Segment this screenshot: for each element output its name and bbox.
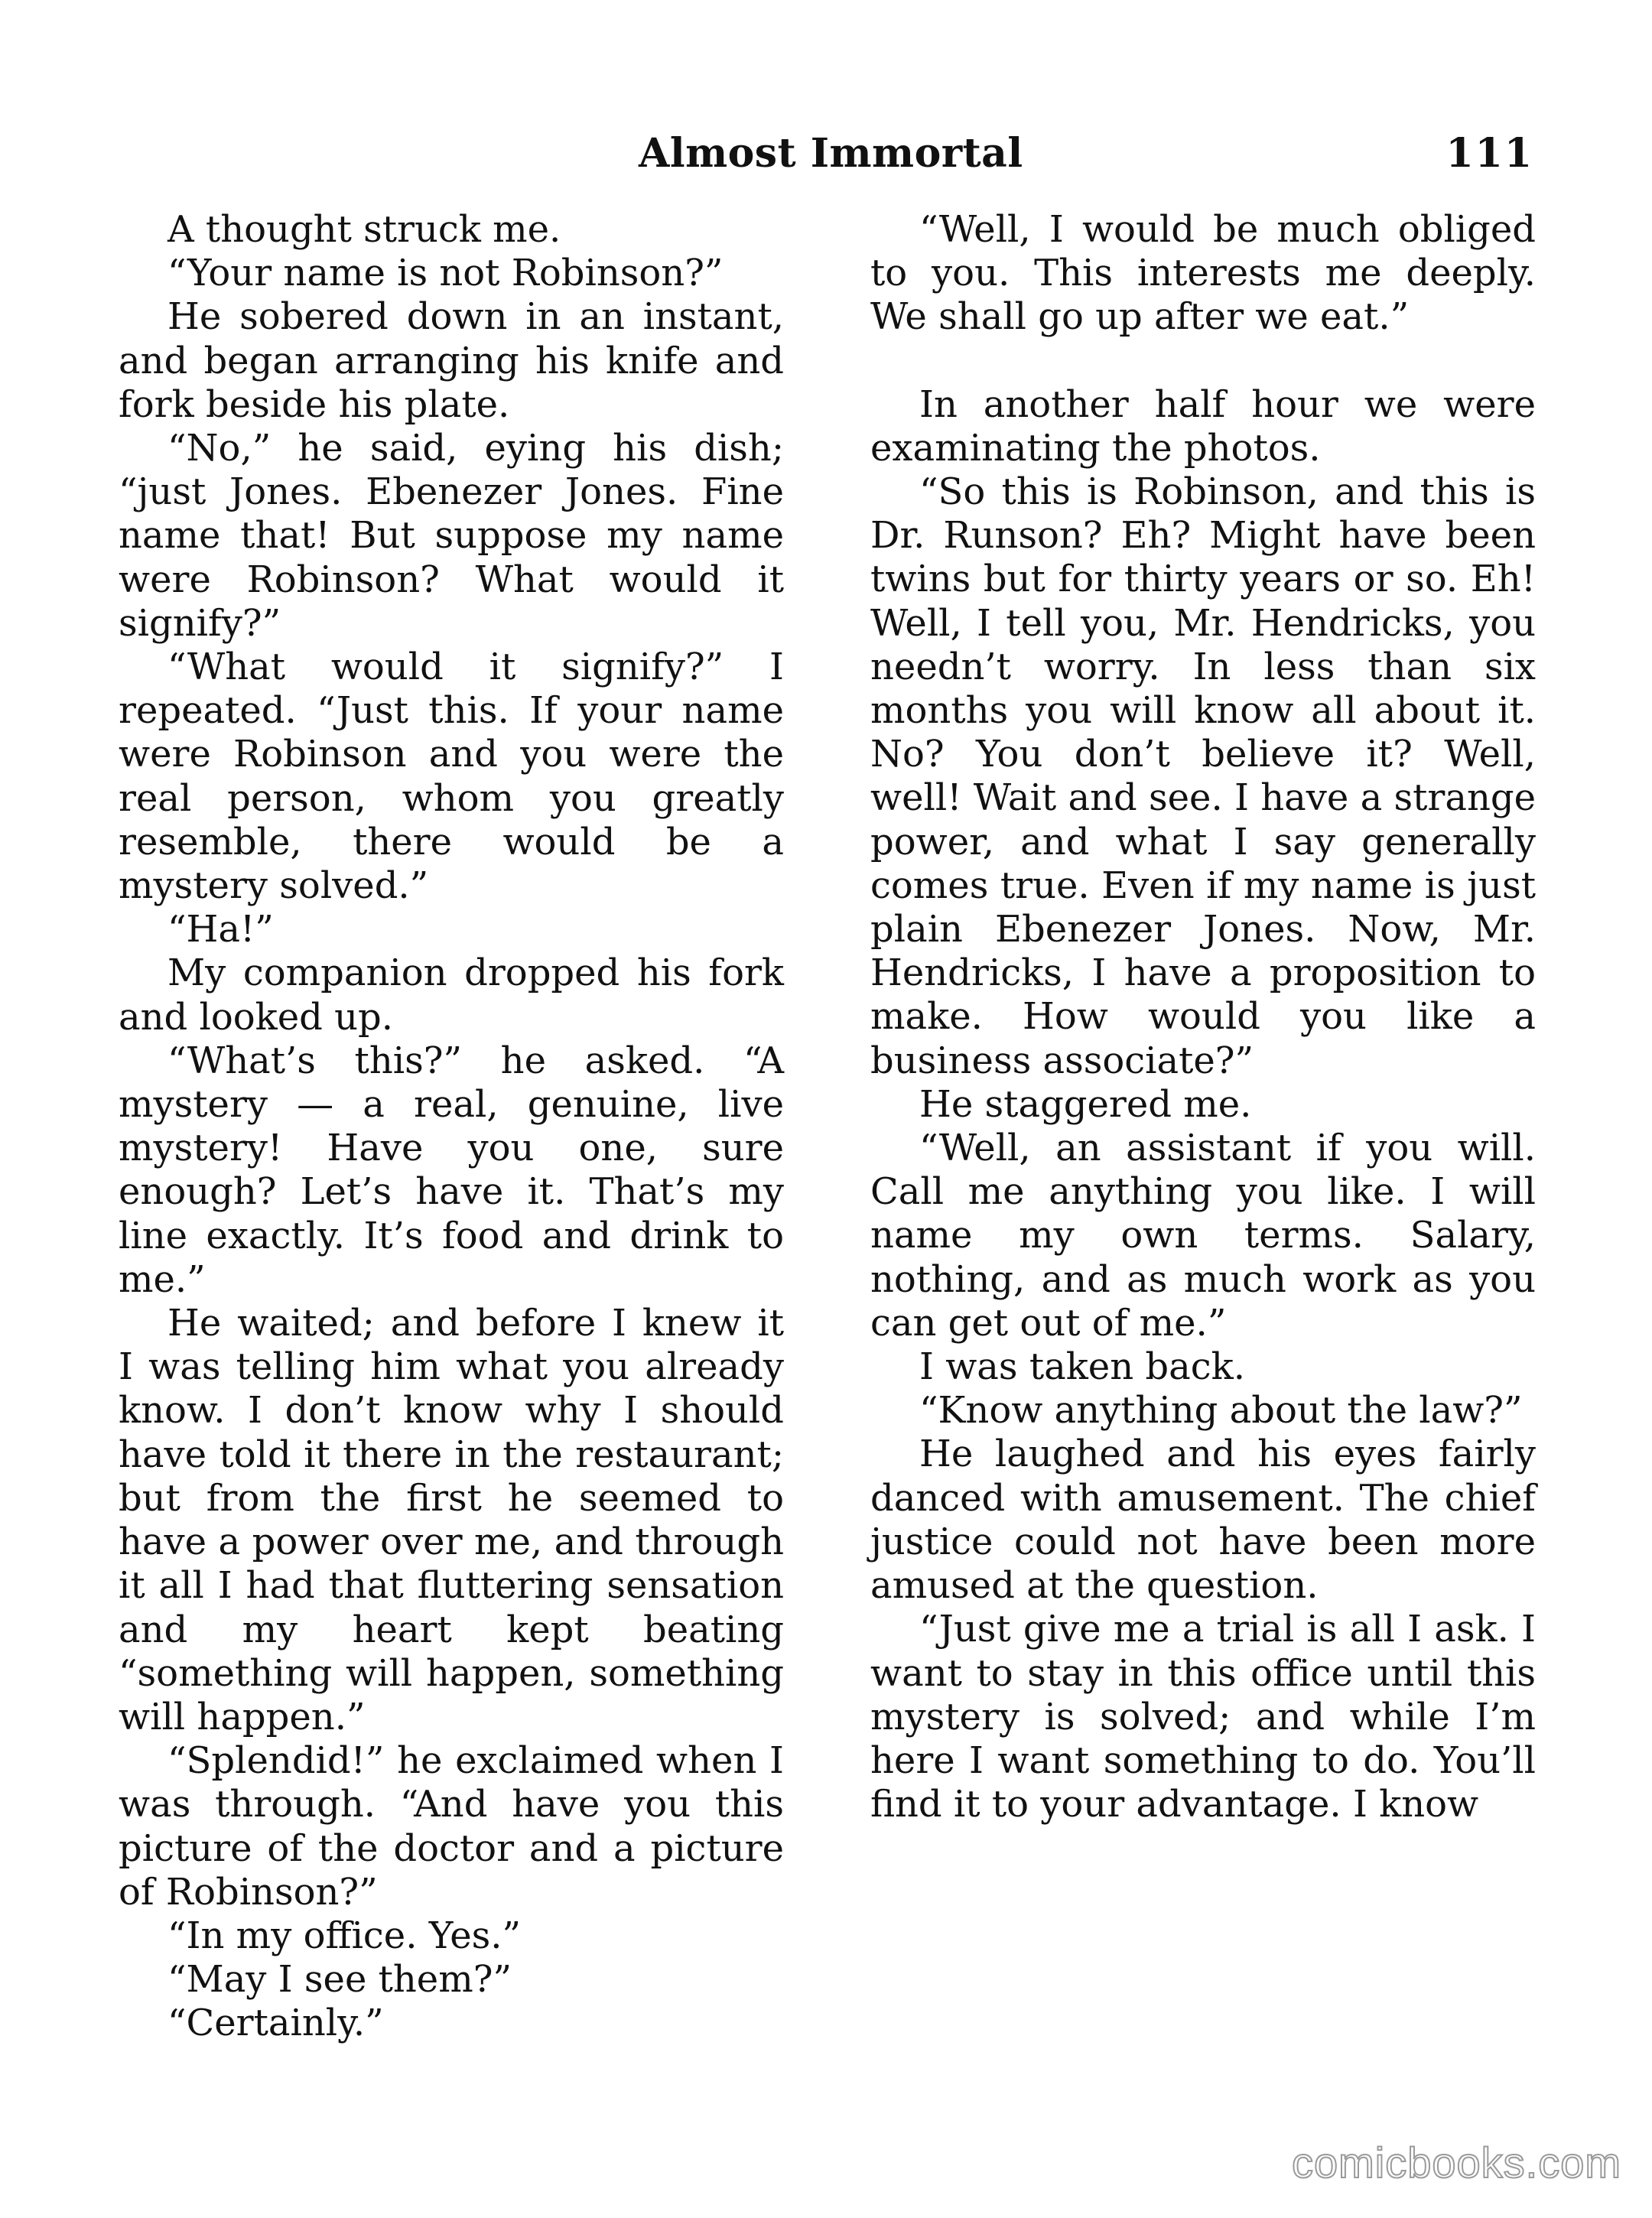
paragraph: “In my office. Yes.” [167, 1914, 522, 1957]
paragraph: “Your name is not Robinson?” [167, 252, 724, 295]
left-text-column [119, 208, 784, 2046]
paragraph: A thought struck me. [167, 208, 561, 251]
right-text-column [870, 208, 1536, 1826]
paragraph: “What’s this?” he asked. “A mystery — a real, genuine, live mystery! Have you one, sure enough? Let’s have it. That’s my line exactly. It’s food and drink to me.” [119, 1039, 784, 1301]
paragraph: “May I see them?” [167, 1958, 512, 2002]
paragraph: He staggered me. [919, 1082, 1252, 1126]
paragraph: “No,” he said, eying his dish; “just Jones. Ebenezer Jones. Fine name that! But suppose my name were Robinson? What would it signify?” [119, 427, 784, 645]
paragraph: “So this is Robinson, and this is Dr. Runson? Eh? Might have been twins but for thirty years or so. Eh! Well, I tell you, Mr. Hendricks, you needn’t worry. In less than six months you will know all about it. No? You don’t believe it? Well, well! Wait and see. I have a strange power, and what I say generally comes true. Even if my name is just plain Ebenezer Jones. Now, Mr. Hendricks, I have a proposition to make. How would you like a business associate?” [870, 470, 1536, 1082]
paragraph: “Ha!” [167, 908, 274, 951]
paragraph: “Know anything about the law?” [919, 1389, 1523, 1433]
paragraph: “Certainly.” [167, 2002, 384, 2045]
paragraph: He laughed and his eyes fairly danced with amusement. The chief justice could not have been more amused at the question. [870, 1433, 1536, 1608]
paragraph: He sobered down in an instant, and began arranging his knife and fork beside his plate. [119, 295, 784, 426]
paragraph: “Well, an assistant if you will. Call me anything you like. I will name my own terms. Salary, nothing, and as much work as you can get out of me.” [870, 1127, 1536, 1345]
watermark: comicbooks.com [1291, 2138, 1621, 2187]
paragraph: He waited; and before I knew it I was telling him what you already know. I don’t know why I should have told it there in the restaurant; but from the first he seemed to have a power over me, and through it all I had that fluttering sensation and my heart kept beating “something will happen, something will happen.” [119, 1302, 784, 1738]
paragraph: “Just give me a trial is all I ask. I want to stay in this office until this mystery is solved; and while I’m here I want something to do. You’ll find it to your advantage. I know [870, 1608, 1536, 1826]
paragraph: My companion dropped his fork and looked up. [119, 951, 784, 1039]
paragraph: In another half hour we were examinating the photos. [870, 382, 1536, 470]
paragraph: “Splendid!” he exclaimed when I was through. “And have you this picture of the doctor and a picture of Robinson?” [119, 1739, 784, 1914]
paragraph: I was taken back. [919, 1345, 1245, 1389]
paragraph: “Well, I would be much obliged to you. This interests me deeply. We shall go up after we eat.” [870, 208, 1536, 339]
paragraph: “What would it signify?” I repeated. “Just this. If your name were Robinson and you were the real person, whom you greatly resemble, there would be a mystery solved.” [119, 646, 784, 908]
page-number: 111 [1446, 130, 1533, 177]
running-header-title: Almost Immortal [639, 130, 1023, 177]
